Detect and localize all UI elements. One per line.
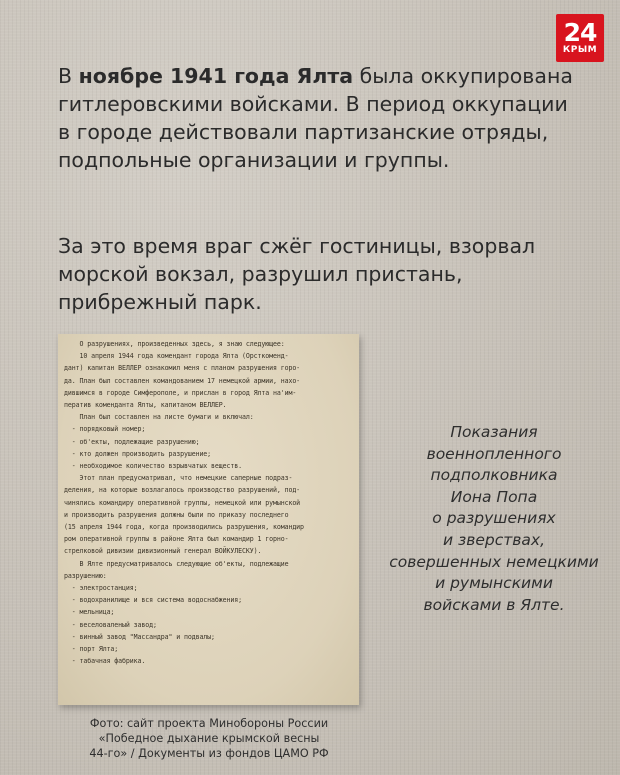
- document-line: дант) капитан ВЕЛЛЕР ознакомил меня с планом разрушения горо-: [64, 364, 301, 373]
- document-line: разрушению:: [64, 571, 107, 580]
- document-line: дившимся в городе Симферополе, и прислан в город Ялта на'им-: [64, 388, 297, 397]
- intro-bold-date: ноябре 1941 года Ялта: [78, 64, 354, 88]
- document-line: - водохранилище и вся система водоснабжения;: [64, 596, 243, 605]
- logo-label: КРЫМ: [562, 44, 598, 55]
- document-line: - необходимое количество взрывчатых веществ.: [64, 462, 243, 471]
- caption-line: военнопленного: [426, 444, 562, 463]
- document-line: - об'екты, подлежащие разрушению;: [64, 437, 200, 446]
- caption-line: о разрушениях: [432, 509, 556, 528]
- document-line: стрелковой дивизии дивизионный генерал ВОЙКУЛЕСКУ).: [64, 547, 262, 556]
- document-line: - порт Ялта;: [64, 645, 119, 654]
- document-line: О разрушениях, произведенных здесь, я знаю следующее:: [64, 340, 285, 348]
- credit-line: «Победное дыхание крымской весны: [98, 732, 320, 745]
- document-line: План был составлен на листе бумаги и включал:: [64, 413, 254, 422]
- logo-number: 24: [563, 17, 597, 47]
- credit-line: Фото: сайт проекта Минобороны России: [89, 717, 329, 730]
- document-line: и производить разрушения должны были по приказу последнего: [64, 510, 289, 519]
- intro-prefix: В: [58, 64, 79, 88]
- caption-line: и зверствах,: [442, 530, 546, 549]
- document-line: В Ялте предусматривалось следующие об'екты, подлежащие: [64, 559, 289, 568]
- document-line: - винный завод "Массандра" и подвалы;: [64, 632, 215, 641]
- intro-paragraph: [58, 62, 578, 174]
- document-line: да. План был составлен командованием 17 немецкой армии, нахо-: [64, 376, 301, 385]
- document-line: чинялись командиру оперативной группы, немецкой или румынской: [64, 498, 301, 507]
- archival-document-image: [58, 334, 359, 705]
- document-line: (15 апреля 1944 года, когда производились разрушения, командир: [64, 523, 304, 532]
- document-line: - электростанция;: [64, 584, 138, 593]
- document-line: Этот план предусматривал, что немецкие саперные подраз-: [64, 474, 293, 483]
- document-caption: [374, 422, 614, 616]
- intro-rest: была оккупирована гитлеровскими войсками. В период оккупации в городе действовали партизанские отряды, подпольные организации и группы.: [58, 64, 573, 172]
- caption-line: войсками в Ялте.: [423, 595, 565, 614]
- caption-line: Иона Попа: [450, 487, 538, 506]
- document-text: [64, 338, 356, 667]
- krym-24-logo[interactable]: [556, 14, 604, 62]
- caption-line: подполковника: [430, 466, 558, 485]
- document-line: ператив коменданта Ялты, капитаном ВЕЛЛЕР.: [64, 401, 227, 410]
- photo-credit: [44, 716, 374, 761]
- document-line: - мельница;: [64, 608, 115, 617]
- document-line: - веселоваленый завод;: [64, 620, 157, 629]
- document-line: деления, на которые возлагалось производство разрушений, под-: [64, 486, 301, 495]
- caption-line: Показания: [450, 423, 538, 441]
- document-line: - кто должен производить разрушение;: [64, 449, 212, 458]
- document-line: ром оперативной группы в районе Ялта был командир 1 горно-: [64, 535, 289, 544]
- second-paragraph: За это время враг сжёг гостиницы, взорвал морской вокзал, разрушил пристань, прибрежный парк.: [58, 234, 536, 314]
- caption-line: совершенных немецкими: [389, 552, 599, 571]
- document-line: - табачная фабрика.: [64, 657, 146, 666]
- document-line: 10 апреля 1944 года комендант города Ялта (Орсткоменд-: [64, 352, 289, 361]
- document-line: - порядковый номер;: [64, 425, 146, 434]
- credit-line: 44-го» / Документы из фондов ЦАМО РФ: [89, 747, 329, 760]
- caption-line: и румынскими: [435, 574, 553, 593]
